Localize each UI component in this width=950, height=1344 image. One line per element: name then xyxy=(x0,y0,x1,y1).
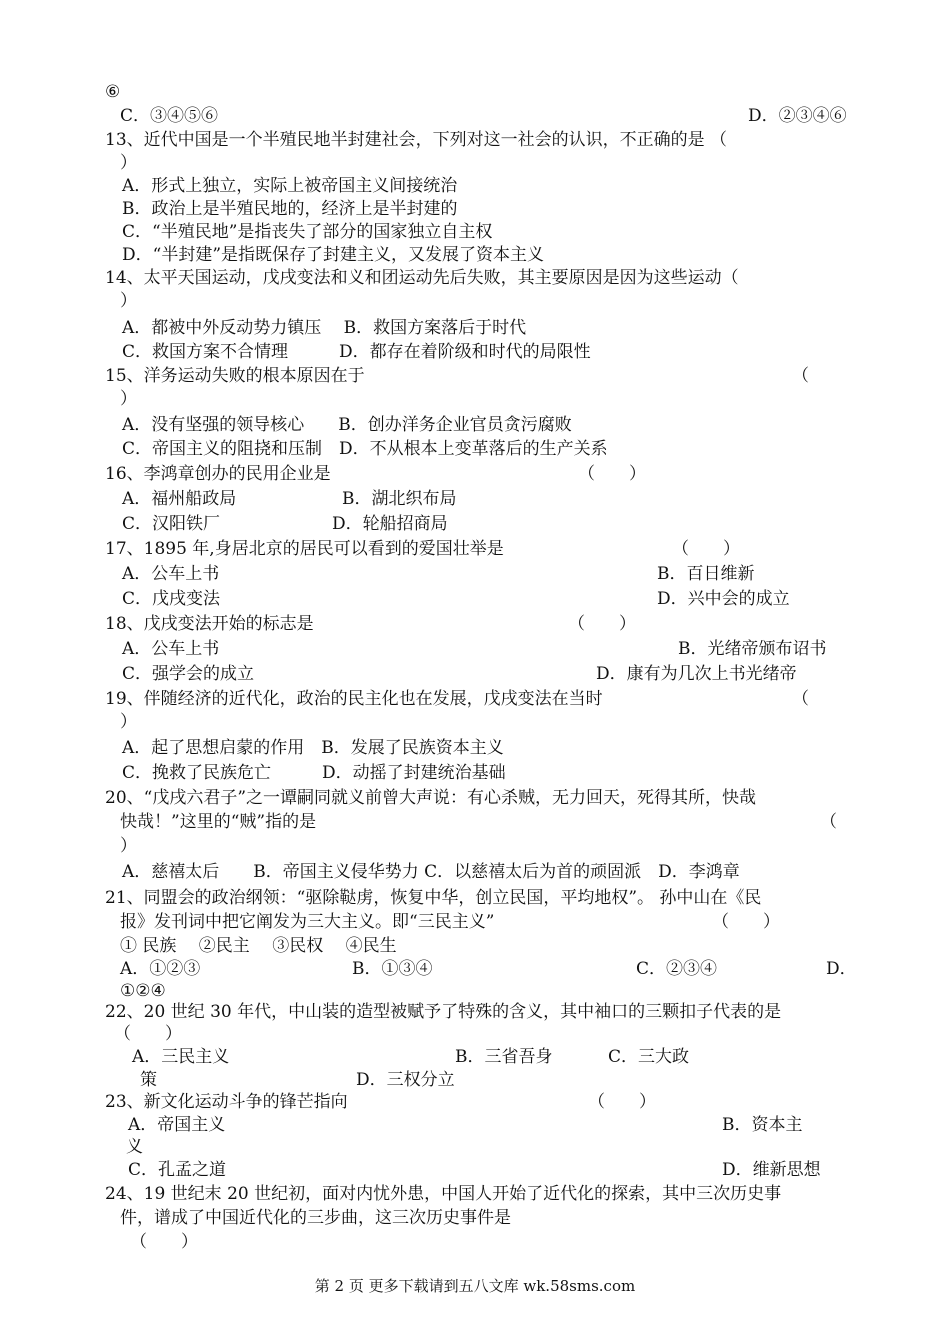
q12-option-c: C．③④⑤⑥ xyxy=(120,106,219,126)
q24-paren: （ ） xyxy=(130,1232,198,1252)
q15-options-cd: C．帝国主义的阻挠和压制 D．不从根本上变革落后的生产关系 xyxy=(122,439,608,459)
q23-option-b-cont: 义 xyxy=(126,1137,143,1157)
q20-paren: ） xyxy=(120,836,137,856)
q18-option-a: A．公车上书 xyxy=(122,639,220,659)
q20-paren-open: （ xyxy=(820,812,837,832)
q13-option-d: D．“半封建”是指既保存了封建主义，又发展了资本主义 xyxy=(122,245,545,265)
q20-options: A．慈禧太后 B．帝国主义侵华势力 C．以慈禧太后为首的顽固派 D．李鸿章 xyxy=(122,862,740,882)
q14-options-cd: C．救国方案不合情理 D．都存在着阶级和时代的局限性 xyxy=(122,342,591,362)
q13-stem: 13、近代中国是一个半殖民地半封建社会，下列对这一社会的认识，不正确的是 （ xyxy=(105,130,728,150)
q23-option-c: C．孔孟之道 xyxy=(128,1160,227,1180)
q23-option-b: B．资本主 xyxy=(722,1115,803,1135)
q18-stem: 18、戊戌变法开始的标志是 xyxy=(105,614,314,634)
q23-paren: （ ） xyxy=(588,1092,656,1112)
q21-stem-line2: 报》发刊词中把它阐发为三大主义。即“三民主义” xyxy=(120,912,495,932)
q12-option-d: D．②③④⑥ xyxy=(748,106,847,126)
q15-stem: 15、洋务运动失败的根本原因在于 xyxy=(105,366,365,386)
q13-option-b: B．政治上是半殖民地的，经济上是半封建的 xyxy=(122,199,458,219)
q16-option-b: B．湖北织布局 xyxy=(342,489,457,509)
q23-option-d: D．维新思想 xyxy=(722,1160,821,1180)
q16-option-c: C．汉阳铁厂 xyxy=(122,514,221,534)
page-footer: 第 2 页 更多下载请到五八文库 wk.58sms.com xyxy=(314,1277,636,1295)
q21-option-c: C．②③④ xyxy=(636,959,718,979)
q17-option-b: B．百日维新 xyxy=(657,564,755,584)
q17-stem: 17、1895 年,身居北京的居民可以看到的爱国壮举是 xyxy=(105,539,504,559)
q20-stem-line2: 快哉！”这里的“贼”指的是 xyxy=(120,812,317,832)
q20-stem-line1: 20、“戊戌六君子”之一谭嗣同就义前曾大声说：有心杀贼，无力回天，死得其所，快哉 xyxy=(105,788,757,808)
q17-option-c: C．戊戌变法 xyxy=(122,589,221,609)
q22-option-c-cont: 策 xyxy=(140,1070,157,1090)
q16-option-a: A．福州船政局 xyxy=(122,489,237,509)
q19-options-cd: C．挽救了民族危亡 D．动摇了封建统治基础 xyxy=(122,763,506,783)
q22-option-a: A．三民主义 xyxy=(132,1047,230,1067)
q16-option-d: D．轮船招商局 xyxy=(332,514,448,534)
q13-option-a: A．形式上独立，实际上被帝国主义间接统治 xyxy=(122,176,458,196)
q19-stem: 19、伴随经济的近代化，政治的民主化也在发展，戊戌变法在当时 xyxy=(105,689,603,709)
q22-option-c: C．三大政 xyxy=(608,1047,690,1067)
q17-paren: （ ） xyxy=(672,539,740,559)
q23-option-a: A．帝国主义 xyxy=(128,1115,226,1135)
q21-option-b: B．①③④ xyxy=(352,959,433,979)
q18-option-d: D．康有为几次上书光绪帝 xyxy=(596,664,797,684)
q22-option-b: B．三省吾身 xyxy=(455,1047,553,1067)
q14-stem: 14、太平天国运动，戊戌变法和义和团运动先后失败，其主要原因是因为这些运动（ xyxy=(105,268,739,288)
q14-paren: ） xyxy=(120,291,137,311)
q18-paren: （ ） xyxy=(568,614,636,634)
q21-option-d: D． xyxy=(826,959,857,979)
q18-option-c: C．强学会的成立 xyxy=(122,664,255,684)
q15-paren: ） xyxy=(120,389,137,409)
q19-paren: ） xyxy=(120,712,137,732)
q21-stem-line1: 21、同盟会的政治纲领：“驱除鞑虏，恢复中华，创立民国，平均地权”。 孙中山在《民 xyxy=(105,888,762,908)
q14-options-ab: A．都被中外反动势力镇压 B．救国方案落后于时代 xyxy=(122,318,527,338)
q21-items: ① 民族 ②民主 ③民权 ④民生 xyxy=(120,936,397,956)
q19-options-ab: A．起了思想启蒙的作用 B．发展了民族资本主义 xyxy=(122,738,504,758)
q16-paren: （ ） xyxy=(578,464,646,484)
q13-paren: ） xyxy=(120,153,137,173)
q17-option-a: A．公车上书 xyxy=(122,564,220,584)
q12-tail-line: ⑥ xyxy=(105,82,121,102)
q17-option-d: D．兴中会的成立 xyxy=(657,589,790,609)
q16-stem: 16、李鸿章创办的民用企业是 xyxy=(105,464,331,484)
q22-option-d: D．三权分立 xyxy=(356,1070,455,1090)
q15-paren-open: （ xyxy=(792,366,809,386)
q24-stem-line1: 24、19 世纪末 20 世纪初，面对内忧外患，中国人开始了近代化的探索，其中三次历史事 xyxy=(105,1184,782,1204)
q21-paren: （ ） xyxy=(712,912,780,932)
q15-options-ab: A．没有坚强的领导核心 B．创办洋务企业官员贪污腐败 xyxy=(122,415,572,435)
q19-paren-open: （ xyxy=(792,689,809,709)
q13-option-c: C．“半殖民地”是指丧失了部分的国家独立自主权 xyxy=(122,222,493,242)
q21-option-d-cont: ①②④ xyxy=(120,981,166,1001)
q22-stem: 22、20 世纪 30 年代，中山装的造型被赋予了特殊的含义，其中袖口的三颗扣子代表的是 xyxy=(105,1002,782,1022)
q24-stem-line2: 件，谱成了中国近代化的三步曲，这三次历史事件是 xyxy=(120,1208,511,1228)
q23-stem: 23、新文化运动斗争的锋芒指向 xyxy=(105,1092,348,1112)
q18-option-b: B．光绪帝颁布诏书 xyxy=(678,639,827,659)
q22-paren: （ ） xyxy=(114,1024,182,1044)
q21-option-a: A．①②③ xyxy=(120,959,201,979)
